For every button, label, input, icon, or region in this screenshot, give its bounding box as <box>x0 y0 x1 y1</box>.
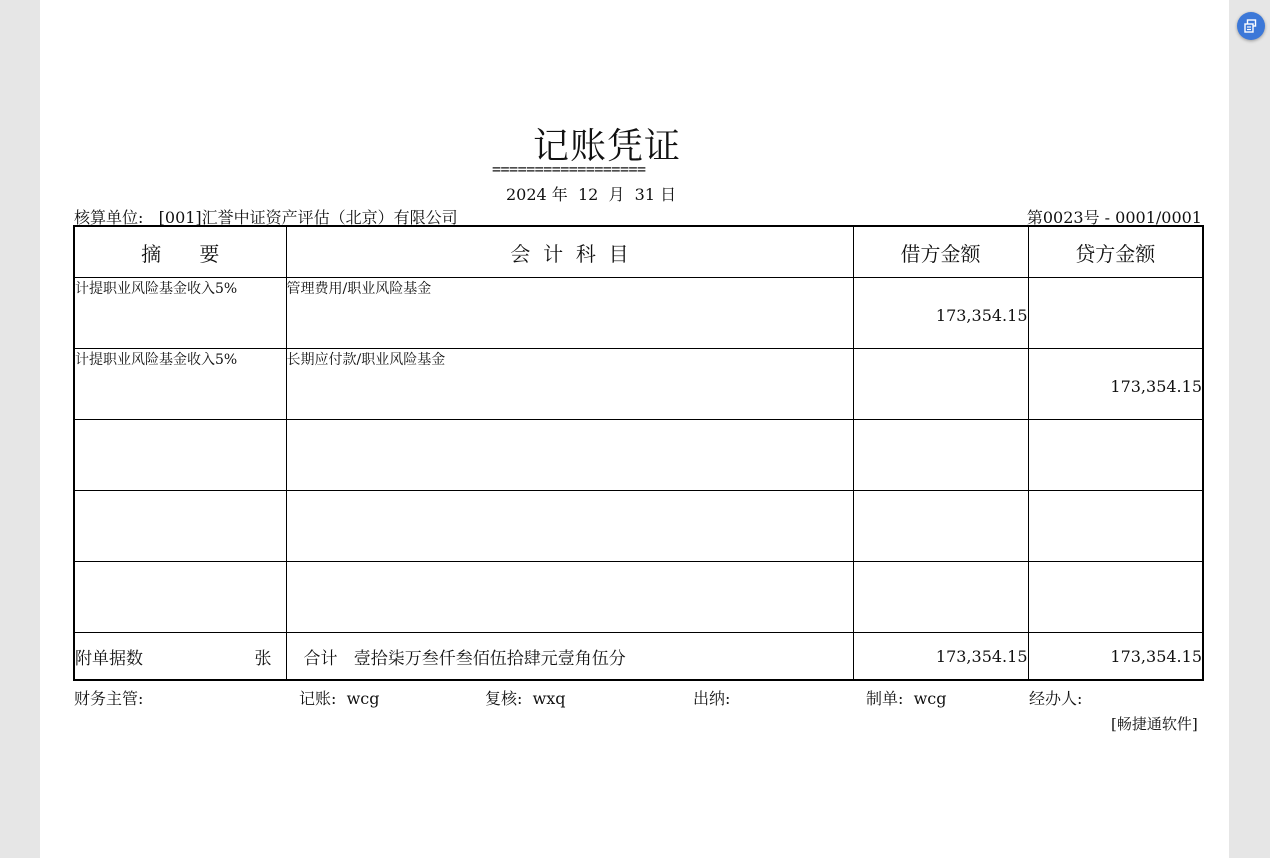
credit-cell <box>1028 491 1203 562</box>
bookkeeper-signature: 记账: wcg <box>299 689 380 708</box>
total-credit-cell: 173,354.15 <box>1028 633 1203 681</box>
voucher-date: 2024 年 12 月 31 日 <box>506 185 677 204</box>
account-cell <box>286 420 853 491</box>
header-debit: 借方金额 <box>853 226 1028 278</box>
credit-cell: 173,354.15 <box>1028 349 1203 420</box>
table-row <box>74 278 1203 349</box>
table-row <box>74 420 1203 491</box>
handler-signature: 经办人: <box>1029 689 1083 708</box>
finance-head-signature: 财务主管: <box>74 689 144 708</box>
debit-cell <box>853 349 1028 420</box>
summary-cell: 计提职业风险基金收入5% <box>74 349 286 420</box>
account-cell <box>286 491 853 562</box>
total-sum-cell <box>286 633 853 681</box>
voucher-title: 记账凭证 <box>533 126 682 167</box>
account-cell <box>286 562 853 633</box>
debit-cell <box>853 562 1028 633</box>
debit-cell: 173,354.15 <box>853 278 1028 349</box>
table-row <box>74 349 1203 420</box>
table-row <box>74 491 1203 562</box>
debit-cell <box>853 491 1028 562</box>
voucher-table <box>73 225 1204 681</box>
summary-cell <box>74 420 286 491</box>
software-brand: [畅捷通软件] <box>1111 715 1198 733</box>
summary-cell <box>74 491 286 562</box>
debit-cell <box>853 420 1028 491</box>
attachments-cell <box>74 633 286 681</box>
attachments-unit: 张 <box>254 648 272 669</box>
total-debit-cell: 173,354.15 <box>853 633 1028 681</box>
total-sum-text: 合计 壹拾柒万叁仟叁佰伍拾肆元壹角伍分 <box>303 648 626 669</box>
accounting-unit: 核算单位: [001]汇誉中证资产评估（北京）有限公司 <box>74 208 458 227</box>
header-account: 会 计 科 目 <box>286 226 853 278</box>
reviewer-signature: 复核: wxq <box>485 689 566 708</box>
title-rule: ================== <box>492 160 646 178</box>
print-preview-button[interactable] <box>1237 12 1265 40</box>
table-row <box>74 562 1203 633</box>
header-summary: 摘 要 <box>74 226 286 278</box>
voucher-number: 第0023号 - 0001/0001 <box>1026 208 1202 227</box>
credit-cell <box>1028 278 1203 349</box>
total-row <box>74 633 1203 681</box>
print-icon <box>1244 19 1258 33</box>
header-row <box>74 226 1203 278</box>
summary-cell <box>74 562 286 633</box>
credit-cell <box>1028 420 1203 491</box>
credit-cell <box>1028 562 1203 633</box>
attachments-label: 附单据数 <box>75 648 143 669</box>
summary-cell: 计提职业风险基金收入5% <box>74 278 286 349</box>
account-cell: 长期应付款/职业风险基金 <box>286 349 853 420</box>
header-credit: 贷方金额 <box>1028 226 1203 278</box>
account-cell: 管理费用/职业风险基金 <box>286 278 853 349</box>
preparer-signature: 制单: wcg <box>866 689 947 708</box>
cashier-signature: 出纳: <box>693 689 731 708</box>
